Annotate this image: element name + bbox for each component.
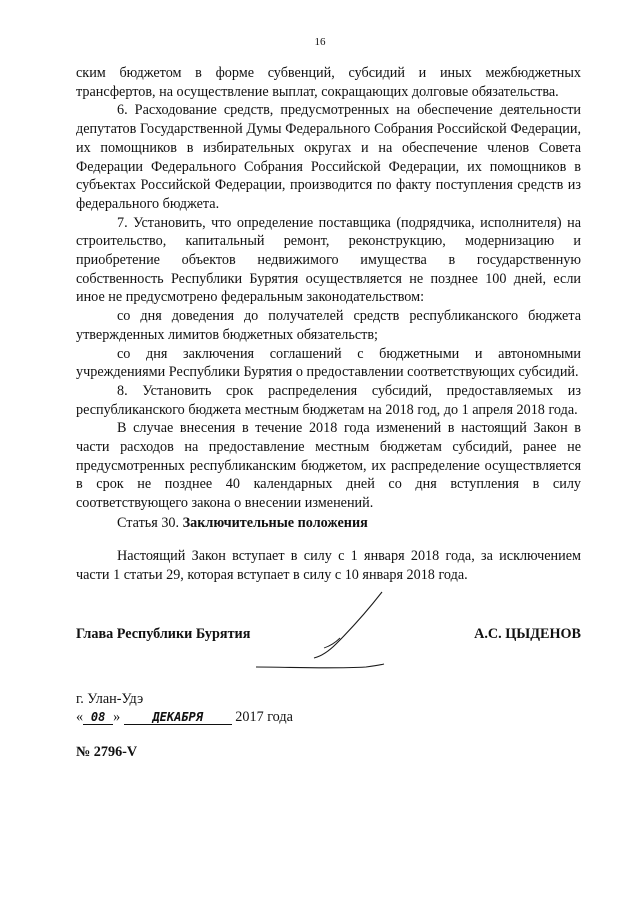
date-open-quote: « [76, 709, 84, 725]
date-month: ДЕКАБРЯ [124, 710, 232, 725]
place-of-signing: г. Улан-Удэ [76, 691, 144, 707]
article-title: Заключительные положения [182, 515, 368, 531]
signer-title: Глава Республики Бурятия [76, 626, 251, 642]
paragraph-continuation: ским бюджетом в форме субвенций, субсидий и иных межбюджетных трансфертов, на осуществление выплат, сокращающих долговые обязательства. [76, 65, 581, 100]
paragraph-item-7: 7. Установить, что определение поставщика (подрядчика, исполнителя) на строительство, капитальный ремонт, реконструкцию, модернизацию и приобретение объектов недвижимого имущества в государственную собственность Республики Бурятия осуществляется не позднее 100 дней, если иное не предусмотрено федеральным законодательством: [76, 214, 581, 306]
article-number: Статья 30. [117, 515, 180, 531]
paragraph-item-7-sub-2: со дня заключения соглашений с бюджетными и автономными учреждениями Республики Бурятия о предоставлении соответствующих субсидий. [76, 345, 581, 381]
law-number: № 2796-V [76, 744, 138, 760]
date-close-quote: » [113, 709, 121, 725]
article-text: Настоящий Закон вступает в силу с 1 января 2018 года, за исключением части 1 статьи 29, которая вступает в силу с 10 января 2018 года. [76, 548, 581, 583]
article-heading [76, 514, 581, 533]
date-year: 2017 года [235, 709, 293, 725]
paragraph-item-6: 6. Расходование средств, предусмотренных на обеспечение деятельности депутатов Государственной Думы Федерального Собрания Российской Федерации, их помощников в избирательных округах и на обеспечение членов Совета Федерации Федерального Собрания Российской Федерации, их помощников в субъектах Российской Федерации, производится по факту поступления средств из федерального бюджета. [76, 102, 581, 212]
paragraph-item-7-sub-1: со дня доведения до получателей средств республиканского бюджета утвержденных лимитов бюджетных обязательств; [76, 308, 581, 343]
page-number: 16 [314, 36, 326, 48]
paragraph-item-8-note: В случае внесения в течение 2018 года изменений в настоящий Закон в части расходов на предоставление местным бюджетам субсидий, ранее не предусмотренных республиканским бюджетом, их распределение осуществляется в срок не позднее 40 календарных дней со дня вступления в силу соответствующего закона о внесении изменений. [76, 420, 581, 512]
date-day: 08 [83, 710, 113, 725]
paragraph-item-8: 8. Установить срок распределения субсидий, предоставляемых из республиканского бюджета местным бюджетам на 2018 год, до 1 апреля 2018 года. [76, 382, 581, 418]
handwritten-signature [250, 588, 390, 678]
signing-date [76, 709, 293, 726]
signer-name: А.С. ЦЫДЕНОВ [474, 626, 581, 642]
document-body [76, 64, 581, 513]
